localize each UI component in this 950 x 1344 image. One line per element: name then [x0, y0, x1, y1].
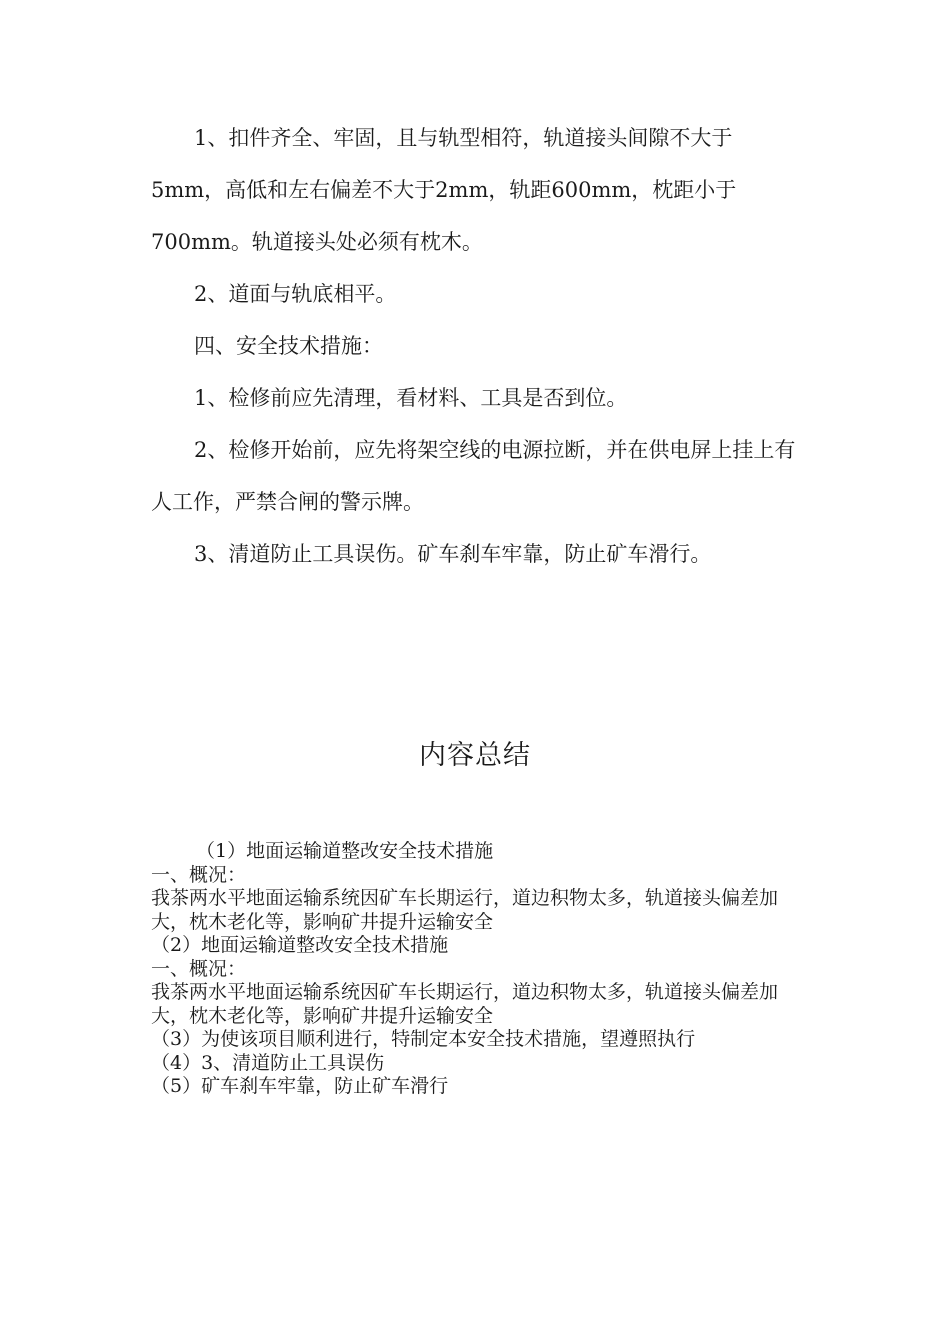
body-paragraph-5: 3、清道防止工具误伤。矿车刹车牢靠，防止矿车滑行。: [194, 542, 712, 566]
body-paragraph-2: 2、道面与轨底相平。: [194, 282, 397, 306]
summary-line: （3）为使该项目顺利进行，特制定本安全技术措施，望遵照执行: [151, 1028, 696, 1050]
summary-line: 我茶两水平地面运输系统因矿车长期运行，道边积物太多，轨道接头偏差加大，枕木老化等，影响矿井提升运输安全: [151, 887, 779, 933]
body-paragraph-1: 1、扣件齐全、牢固，且与轨型相符，轨道接头间隙不大于5mm，高低和左右偏差不大于2mm，轨距600mm，枕距小于700mm。轨道接头处必须有枕木。: [151, 126, 737, 254]
summary-line: （4）3、清道防止工具误伤: [151, 1051, 385, 1074]
summary-line: 我茶两水平地面运输系统因矿车长期运行，道边积物太多，轨道接头偏差加大，枕木老化等，影响矿井提升运输安全: [151, 981, 779, 1027]
summary-line: （5）矿车刹车牢靠，防止矿车滑行: [151, 1075, 449, 1097]
summary-line: 一、概况：: [151, 863, 247, 886]
body-paragraph-4: 2、检修开始前，应先将架空线的电源拉断，并在供电屏上挂上有人工作，严禁合闸的警示牌。: [151, 438, 796, 514]
summary-section: [151, 840, 801, 1099]
summary-line: （1）地面运输道整改安全技术措施: [196, 840, 494, 862]
section-heading-safety: 四、安全技术措施：: [194, 334, 383, 358]
summary-title: 内容总结: [419, 740, 531, 771]
summary-line: （2）地面运输道整改安全技术措施: [151, 934, 449, 956]
summary-line: 一、概况：: [151, 957, 247, 980]
body-paragraph-3: 1、检修前应先清理，看材料、工具是否到位。: [194, 386, 628, 410]
body-section: [151, 112, 801, 580]
